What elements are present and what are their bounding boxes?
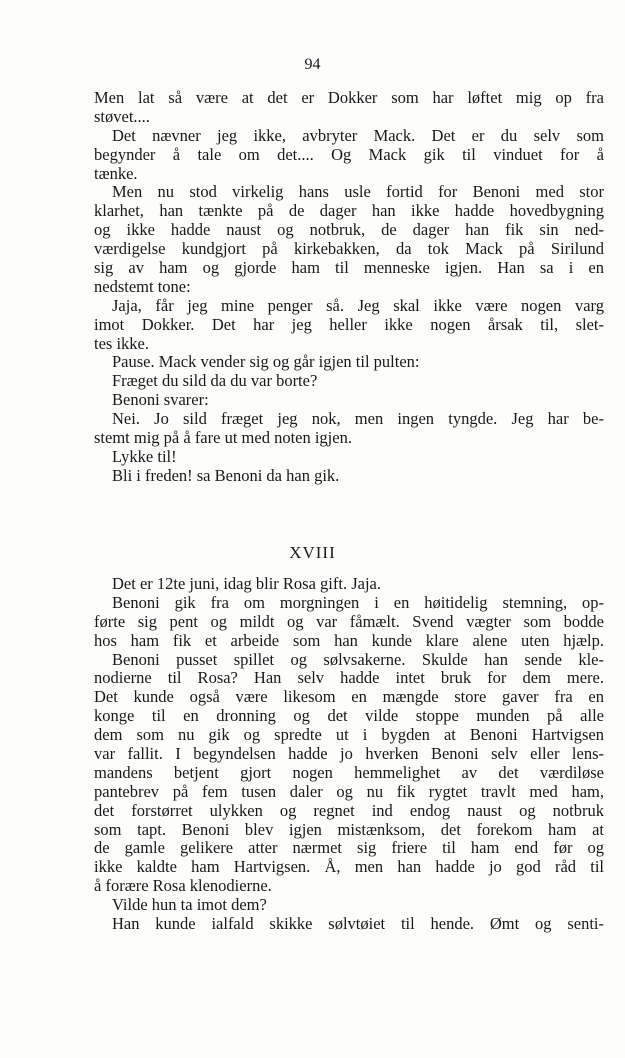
text-line: Lykke til!	[112, 446, 177, 466]
text-line: imot Dokker. Det har jeg heller ikke nogen årsak til, slet-	[94, 314, 604, 334]
text-line: stemt mig på å fare ut med noten igjen.	[94, 428, 352, 448]
text-line: de gamle gelikere atter nærmet sig friere til ham end før og	[94, 838, 604, 858]
text-line: begynder å tale om det.... Og Mack gik til vinduet for å	[94, 144, 604, 164]
text-line: sig av ham og gjorde ham til menneske igjen. Han sa i en	[94, 258, 604, 278]
text-line: Han kunde ialfald skikke sølvtøiet til hende. Ømt og senti-	[112, 914, 604, 934]
text-line: hos ham fik et arbeide som han kunde klare alene uten hjælp.	[94, 630, 604, 650]
chapter-title: XVIII	[289, 543, 336, 562]
page-number: 94	[304, 56, 321, 73]
text-line: ikke kaldte ham Hartvigsen. Å, men han hadde jo god råd til	[94, 857, 604, 877]
text-line: konge til en dronning og det vilde stoppe munden på alle	[94, 706, 604, 726]
text-block-bottom	[94, 575, 604, 934]
text-line: som tapt. Benoni blev igjen mistænksom, det forekom ham at	[94, 819, 604, 839]
text-line: Det nævner jeg ikke, avbryter Mack. Det er du selv som	[112, 125, 604, 145]
text-line: Jaja, får jeg mine penger så. Jeg skal ikke være nogen varg	[112, 295, 604, 315]
text-line: Fræget du sild da du var borte?	[112, 371, 318, 391]
text-line: tes ikke.	[94, 333, 149, 353]
text-line: støvet....	[94, 106, 150, 126]
text-line: Pause. Mack vender sig og går igjen til pulten:	[112, 352, 420, 372]
text-line: pantebrev på fem tusen daler og nu fik rygtet travlt med ham,	[94, 781, 604, 801]
text-line: dem som nu gik og spredte ut i bygden at Benoni Hartvigsen	[94, 725, 604, 745]
text-line: og ikke hadde naust og notbruk, de dager han fik sin ned-	[94, 220, 604, 240]
text-line: Det kunde også være likesom en mængde store gaver fra en	[94, 687, 604, 707]
text-line: Men lat så være at det er Dokker som har løftet mig op fra	[94, 88, 604, 107]
text-line: mandens betjent gjort nogen hemmelighet av det værdiløse	[94, 762, 604, 782]
text-line: Det er 12te juni, idag blir Rosa gift. Jaja.	[112, 574, 381, 593]
text-line: Benoni svarer:	[112, 390, 209, 410]
text-block-top	[94, 89, 604, 486]
text-line: Vilde hun ta imot dem?	[112, 895, 267, 915]
text-line: Men nu stod virkelig hans usle fortid for Benoni med stor	[112, 182, 604, 202]
text-line: værdigelse kundgjort på kirkebakken, da tok Mack på Sirilund	[94, 239, 604, 259]
text-line: Nei. Jo sild fræget jeg nok, men ingen tyngde. Jeg har be-	[112, 409, 604, 429]
text-line: Bli i freden! sa Benoni da han gik.	[112, 465, 340, 485]
text-line: nedstemt tone:	[94, 276, 191, 296]
text-line: det forstørret ulykken og regnet ind endog naust og notbruk	[94, 800, 604, 820]
text-line: var fallit. I begyndelsen hadde jo hverken Benoni selv eller lens-	[94, 744, 604, 764]
text-line: Benoni pusset spillet og sølvsakerne. Skulde han sende kle-	[112, 649, 604, 669]
text-line: Benoni gik fra om morgningen i en høitidelig stemning, op-	[112, 592, 604, 612]
text-line: nodierne til Rosa? Han selv hadde intet bruk for dem mere.	[94, 668, 604, 688]
text-line: klarhet, han tænkte på de dager han ikke hadde hovedbygning	[94, 201, 604, 221]
text-line: tænke.	[94, 163, 138, 183]
text-line: førte sig pent og mildt og var fåmælt. Svend vægter som bodde	[94, 611, 604, 631]
text-line: å forære Rosa klenodierne.	[94, 876, 272, 896]
